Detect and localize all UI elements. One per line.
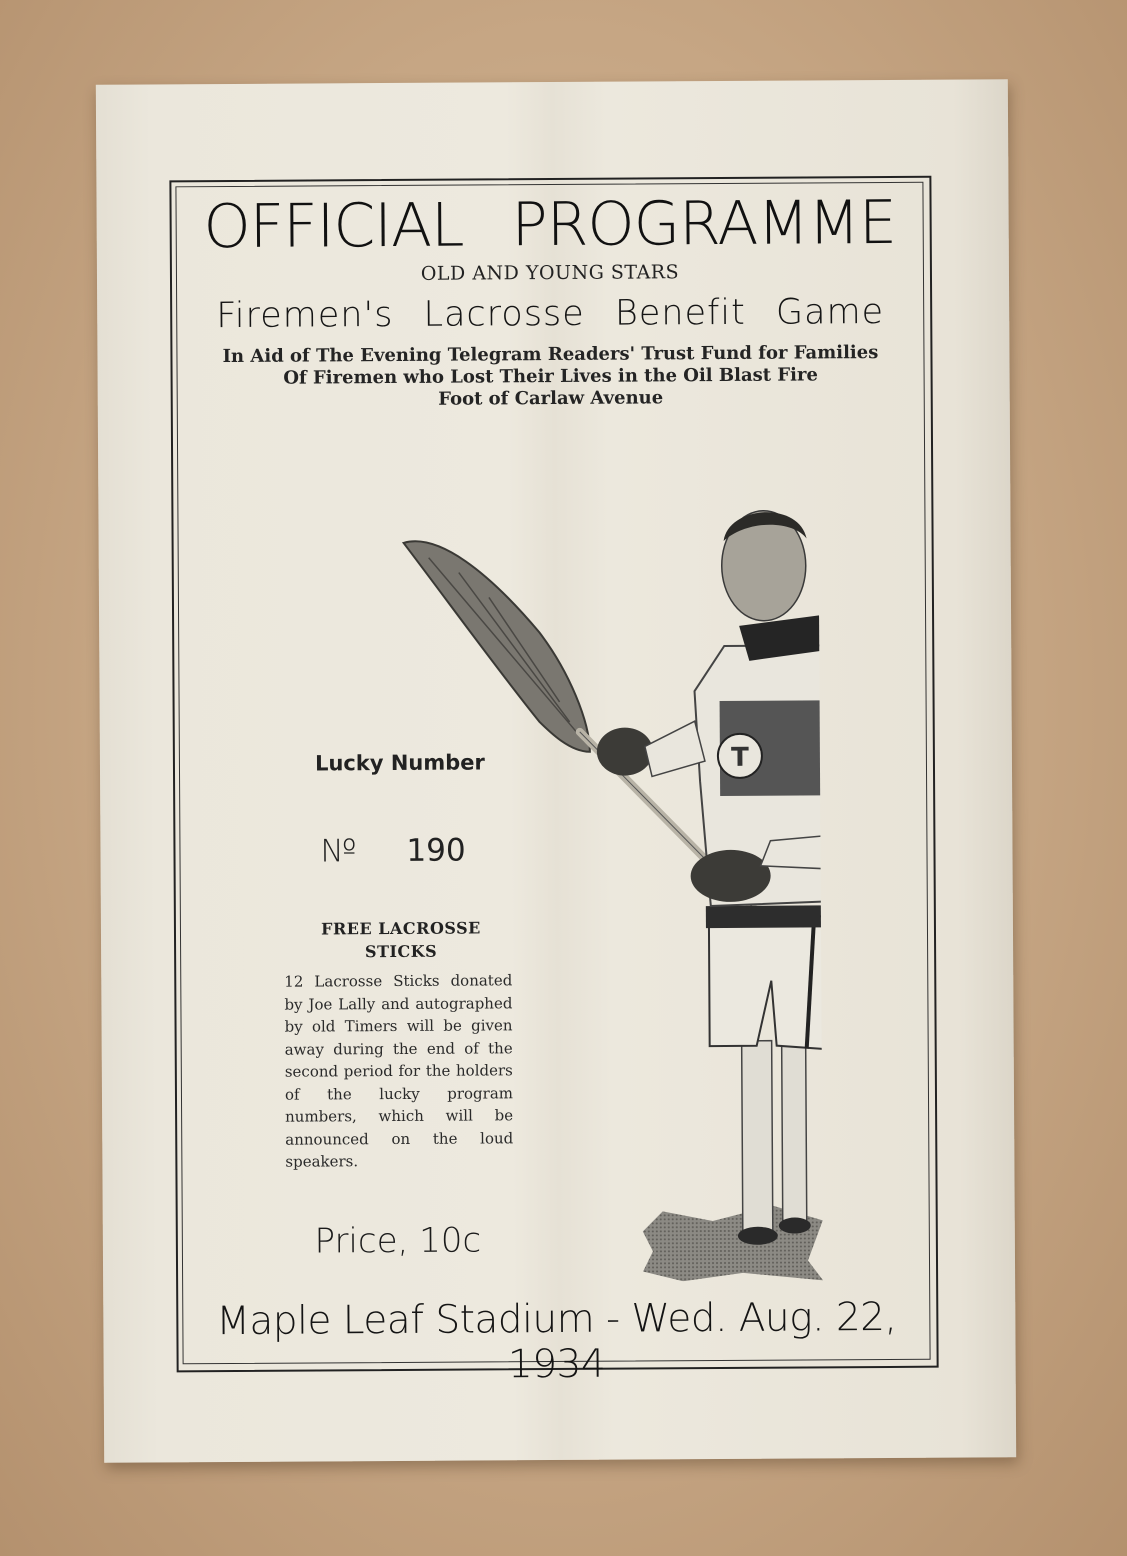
venue-date-footer: Maple Leaf Stadium - Wed. Aug. 22, 1934 xyxy=(216,1294,897,1388)
purpose-text xyxy=(177,342,923,413)
upper-glove xyxy=(597,727,653,775)
purpose-line-1: In Aid of The Evening Telegram Readers' Trust Fund for Families xyxy=(222,342,879,368)
programme-subtitle: OLD AND YOUNG STARS xyxy=(420,261,680,285)
number-symbol: № xyxy=(320,833,357,870)
jersey-letter: T xyxy=(730,742,749,773)
free-sticks-heading: FREE LACROSSE STICKS xyxy=(321,918,481,962)
lacrosse-stick-net xyxy=(404,540,590,753)
purpose-line-2: Of Firemen who Lost Their Lives in the Oil Blast Fire xyxy=(283,364,818,389)
lucky-number-label: Lucky Number xyxy=(314,750,485,776)
lucky-number xyxy=(320,833,465,870)
programme-title: OFFICIAL PROGRAMME xyxy=(203,187,897,263)
left-leg xyxy=(742,1041,773,1231)
price: Price, 10c xyxy=(314,1220,482,1262)
event-name: Firemen's Lacrosse Benefit Game xyxy=(216,291,885,337)
lucky-number-value: 190 xyxy=(406,832,466,869)
purpose-line-3: Foot of Carlaw Avenue xyxy=(438,387,664,410)
lower-glove xyxy=(690,850,770,902)
programme-cover xyxy=(96,79,1016,1463)
right-leg xyxy=(782,1040,807,1220)
free-sticks-body: 12 Lacrosse Sticks donated by Joe Lally and autographed by old Timers will be given away during the end of the second period for the holders of the lucky program numbers, which will be announced on the loud speakers. xyxy=(284,971,514,1171)
